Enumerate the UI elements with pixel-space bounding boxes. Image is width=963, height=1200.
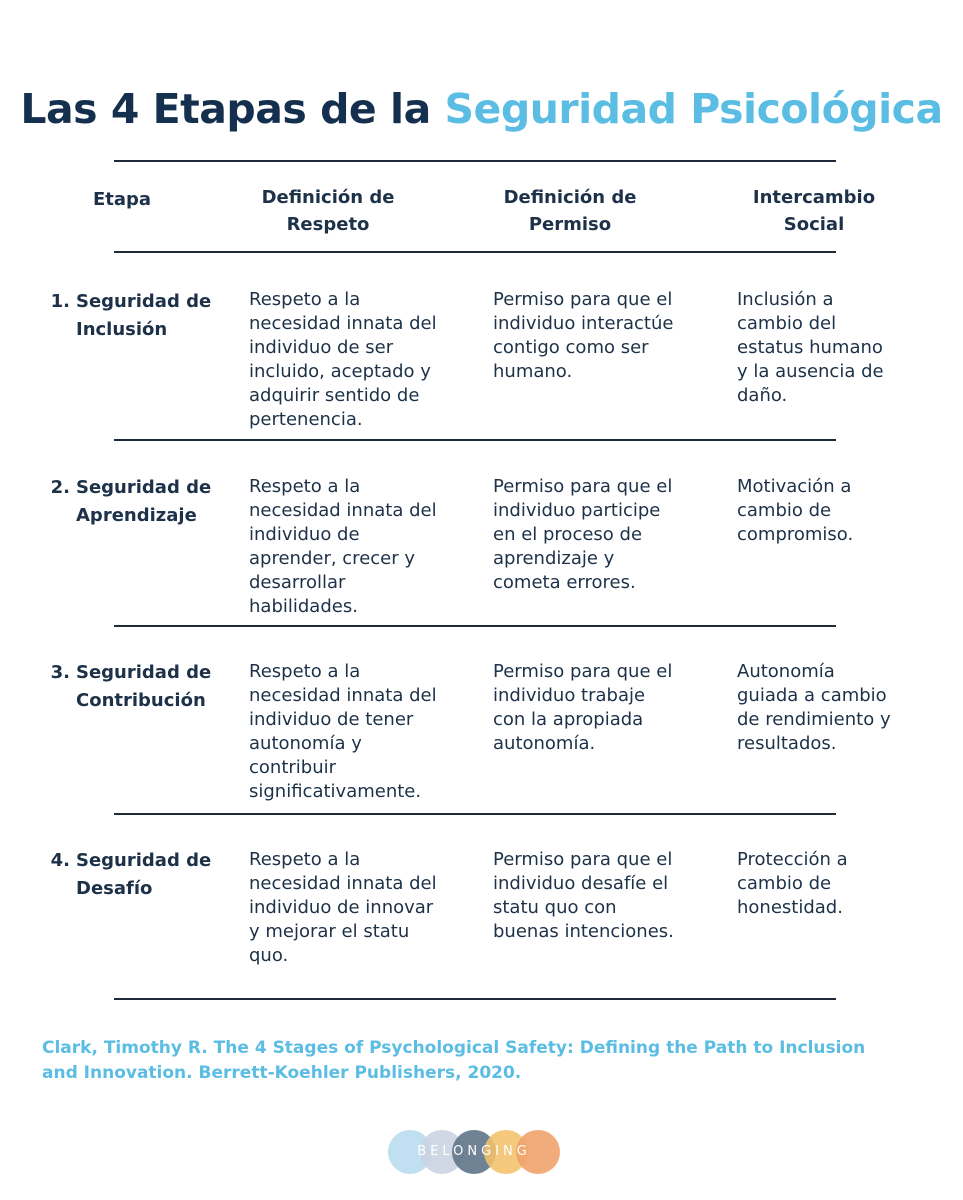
cell-line: individuo de [249, 524, 360, 545]
title-prefix: Las 4 Etapas de la [20, 85, 445, 134]
cell-line: desarrollar [249, 572, 346, 593]
cell-line: cambio de [737, 873, 832, 894]
cell-line: necesidad innata del [249, 500, 437, 521]
header-etapa [60, 186, 184, 213]
logo-wordmark: BELONGING [417, 1144, 531, 1159]
stage-line: Seguridad de [76, 662, 212, 683]
stage-line: Seguridad de [76, 291, 212, 312]
cell-line: autonomía. [493, 733, 596, 754]
table-bottom-rule [114, 998, 836, 1000]
header-line: Definición de [261, 187, 395, 208]
respeto-cell [249, 475, 437, 619]
stage-number: 1. [50, 291, 70, 312]
cell-line: individuo de innovar [249, 897, 434, 918]
cell-line: Respeto a la [249, 289, 361, 310]
cell-line: compromiso. [737, 524, 854, 545]
cell-line: individuo de tener [249, 709, 414, 730]
cell-line: cometa errores. [493, 572, 636, 593]
row-divider [114, 625, 836, 627]
cell-line: Autonomía [737, 661, 835, 682]
cell-line: Motivación a [737, 476, 852, 497]
cell-line: en el proceso de [493, 524, 643, 545]
cell-line: Protección a [737, 849, 848, 870]
respeto-cell [249, 660, 437, 804]
cell-line: individuo trabaje [493, 685, 646, 706]
cell-line: quo. [249, 945, 289, 966]
citation-line: and Innovation. Berrett-Koehler Publishers, 2020. [42, 1063, 522, 1083]
intercambio-cell [737, 848, 848, 920]
citation [42, 1036, 922, 1086]
cell-line: individuo participe [493, 500, 661, 521]
cell-line: incluido, aceptado y [249, 361, 431, 382]
citation-line: Clark, Timothy R. The 4 Stages of Psychological Safety: Defining the Path to Inclusion [42, 1038, 866, 1058]
cell-line: Respeto a la [249, 661, 361, 682]
stage-line: Inclusión [76, 319, 168, 340]
cell-line: individuo desafíe el [493, 873, 669, 894]
cell-line: aprendizaje y [493, 548, 615, 569]
cell-line: cambio de [737, 500, 832, 521]
cell-line: individuo interactúe [493, 313, 674, 334]
stage-number: 2. [50, 477, 70, 498]
cell-line: pertenencia. [249, 409, 363, 430]
row-divider [114, 813, 836, 815]
cell-line: Respeto a la [249, 476, 361, 497]
cell-line: resultados. [737, 733, 837, 754]
cell-line: significativamente. [249, 781, 422, 802]
cell-line: autonomía y [249, 733, 362, 754]
header-line: Permiso [528, 214, 612, 235]
header-line: Intercambio [752, 187, 876, 208]
cell-line: Inclusión a [737, 289, 834, 310]
cell-line: Permiso para que el [493, 476, 673, 497]
cell-line: Permiso para que el [493, 289, 673, 310]
title-accent: Seguridad Psicológica [444, 85, 943, 134]
respeto-cell [249, 288, 437, 432]
cell-line: Permiso para que el [493, 661, 673, 682]
cell-line: contigo como ser [493, 337, 649, 358]
cell-line: y mejorar el statu [249, 921, 410, 942]
header-line: Social [783, 214, 845, 235]
permiso-cell [493, 848, 674, 944]
cell-line: buenas intenciones. [493, 921, 674, 942]
cell-line: aprender, crecer y [249, 548, 416, 569]
cell-line: con la apropiada [493, 709, 644, 730]
permiso-cell [493, 475, 672, 595]
cell-line: habilidades. [249, 596, 358, 617]
cell-line: honestidad. [737, 897, 843, 918]
stage-line: Desafío [76, 878, 153, 899]
cell-line: guiada a cambio [737, 685, 887, 706]
cell-line: daño. [737, 385, 788, 406]
header-line: Etapa [92, 189, 152, 210]
cell-line: necesidad innata del [249, 873, 437, 894]
cell-line: y la ausencia de [737, 361, 884, 382]
intercambio-cell [737, 288, 884, 408]
cell-line: cambio del [737, 313, 837, 334]
stage-line: Seguridad de [76, 850, 212, 871]
respeto-cell [249, 848, 437, 968]
cell-line: adquirir sentido de [249, 385, 420, 406]
stage-line: Seguridad de [76, 477, 212, 498]
header-bottom-rule [114, 251, 836, 253]
cell-line: humano. [493, 361, 573, 382]
cell-line: Permiso para que el [493, 849, 673, 870]
permiso-cell [493, 288, 673, 384]
row-divider [114, 439, 836, 441]
cell-line: Respeto a la [249, 849, 361, 870]
cell-line: necesidad innata del [249, 313, 437, 334]
cell-line: individuo de ser [249, 337, 394, 358]
cell-line: de rendimiento y [737, 709, 891, 730]
permiso-cell [493, 660, 672, 756]
cell-line: estatus humano [737, 337, 883, 358]
cell-line: statu quo con [493, 897, 617, 918]
header-line: Definición de [503, 187, 637, 208]
stage-number: 3. [50, 662, 70, 683]
stage-number: 4. [50, 850, 70, 871]
stage-line: Aprendizaje [76, 505, 197, 526]
belonging-logo [388, 1130, 568, 1176]
table-top-rule [114, 160, 836, 162]
intercambio-cell [737, 660, 891, 756]
cell-line: necesidad innata del [249, 685, 437, 706]
intercambio-cell [737, 475, 853, 547]
cell-line: contribuir [249, 757, 337, 778]
header-permiso [470, 184, 670, 238]
page-title [0, 85, 963, 133]
header-respeto [228, 184, 428, 238]
stage-line: Contribución [76, 690, 206, 711]
header-line: Respeto [286, 214, 370, 235]
header-intercambio [714, 184, 914, 238]
